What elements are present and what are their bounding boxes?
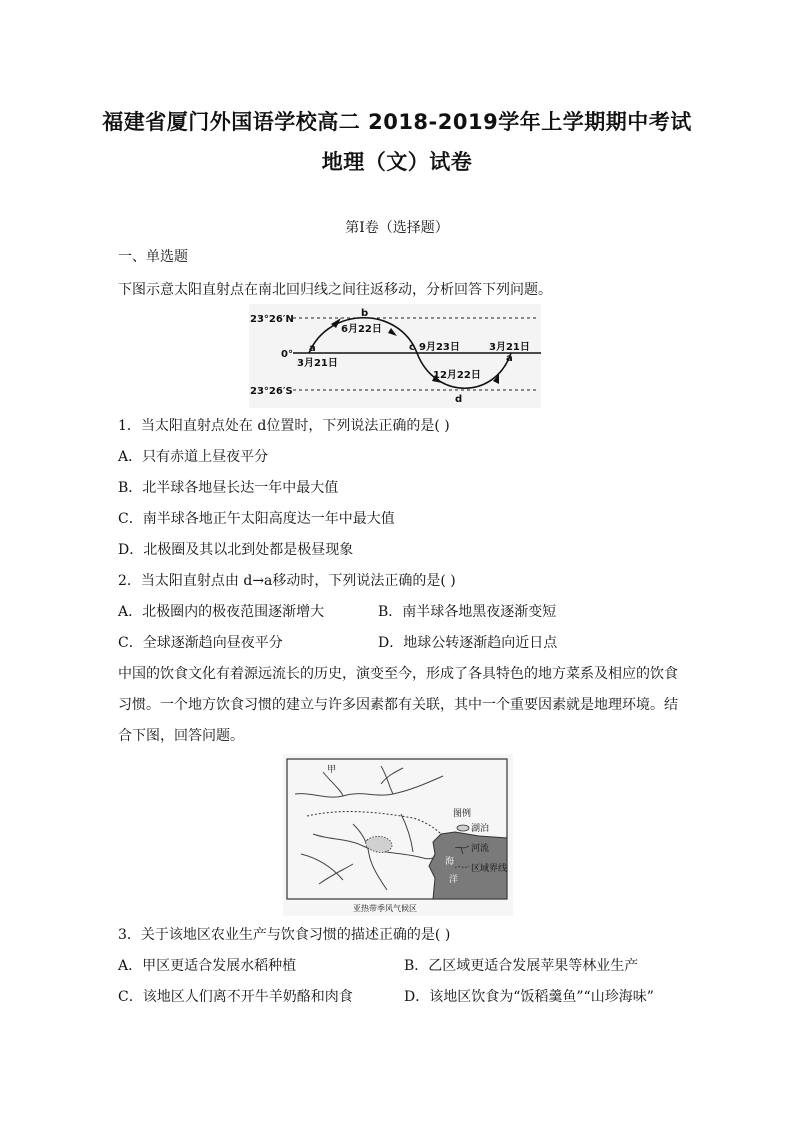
exam-subtitle: 地理（文）试卷 xyxy=(321,150,473,174)
point-b-label: b xyxy=(361,308,369,319)
question-2-option-b: B．南半球各地黑夜逐渐变短 xyxy=(378,604,557,620)
point-c-label: c xyxy=(409,342,415,353)
question-2-option-c: C．全球逐渐趋向昼夜平分 xyxy=(118,635,283,651)
sea-label-2: 洋 xyxy=(449,875,459,885)
date-d-label: 12月22日 xyxy=(433,370,481,381)
question-3-option-c: C．该地区人们离不开牛羊奶酪和肉食 xyxy=(118,989,353,1005)
sun-migration-figure xyxy=(249,304,541,408)
legend-boundary-label: 区域界线 xyxy=(471,864,508,874)
region-map-figure xyxy=(283,754,513,916)
section-header: 第I卷（选择题） xyxy=(345,220,449,236)
point-d-label: d xyxy=(455,394,463,405)
question-3-stem: 3．关于该地区农业生产与饮食习惯的描述正确的是( ) xyxy=(118,927,451,943)
question-3-option-d: D．该地区饮食为“饭稻羹鱼”“山珍海味” xyxy=(404,989,654,1005)
point-a-left-label: a xyxy=(309,343,316,354)
date-b-label: 6月22日 xyxy=(341,324,382,335)
map-caption: 亚热带季风气候区 xyxy=(353,904,417,913)
intro-paragraph-1: 下图示意太阳直射点在南北回归线之间往返移动，分析回答下列问题。 xyxy=(118,282,552,298)
sea-label-1: 海 xyxy=(445,857,455,867)
question-3-option-a: A．甲区更适合发展水稻种植 xyxy=(118,958,297,974)
question-1-option-d: D．北极圈及其以北到处都是极昼现象 xyxy=(118,542,354,558)
part-label: 一、单选题 xyxy=(118,249,188,265)
intro-paragraph-2-line-3: 合下图，回答问题。 xyxy=(118,728,244,744)
legend-river-label: 河流 xyxy=(471,844,490,854)
point-a-right-label: a xyxy=(506,353,513,364)
lake-legend-icon xyxy=(457,825,469,831)
question-1-option-b: B．北半球各地昼长达一年中最大值 xyxy=(118,480,339,496)
question-3-option-b: B．乙区域更适合发展苹果等林业生产 xyxy=(404,958,639,974)
legend-title: 图例 xyxy=(453,809,472,819)
question-1-option-c: C．南半球各地正午太阳高度达一年中最大值 xyxy=(118,511,395,527)
exam-title: 福建省厦门外国语学校高二 2018-2019学年上学期期中考试 xyxy=(102,110,692,134)
lat-equator-label: 0° xyxy=(281,349,293,360)
question-2-option-a: A．北极圈内的极夜范围逐渐增大 xyxy=(118,604,325,620)
question-1-stem: 1．当太阳直射点处在 d位置时，下列说法正确的是( ) xyxy=(118,418,450,434)
question-1-option-a: A．只有赤道上昼夜平分 xyxy=(118,449,269,465)
date-c-label: 9月23日 xyxy=(419,342,460,353)
intro-paragraph-2-line-2: 习惯。一个地方饮食习惯的建立与许多因素都有关联，其中一个重要因素就是地理环境。结 xyxy=(118,697,678,713)
date-a-right-label: 3月21日 xyxy=(489,342,530,353)
lat-north-label: 23°26′N xyxy=(250,314,294,325)
label-jia: 甲 xyxy=(327,765,337,775)
question-2-stem: 2．当太阳直射点由 d→a移动时，下列说法正确的是( ) xyxy=(118,573,456,589)
legend-lake-label: 湖泊 xyxy=(471,824,490,834)
question-2-option-d: D．地球公转逐渐趋向近日点 xyxy=(378,635,558,651)
date-a-left-label: 3月21日 xyxy=(297,358,338,369)
intro-paragraph-2-line-1: 中国的饮食文化有着源远流长的历史，演变至今，形成了各具特色的地方菜系及相应的饮食 xyxy=(118,666,678,682)
lat-south-label: 23°26′S xyxy=(250,386,293,397)
